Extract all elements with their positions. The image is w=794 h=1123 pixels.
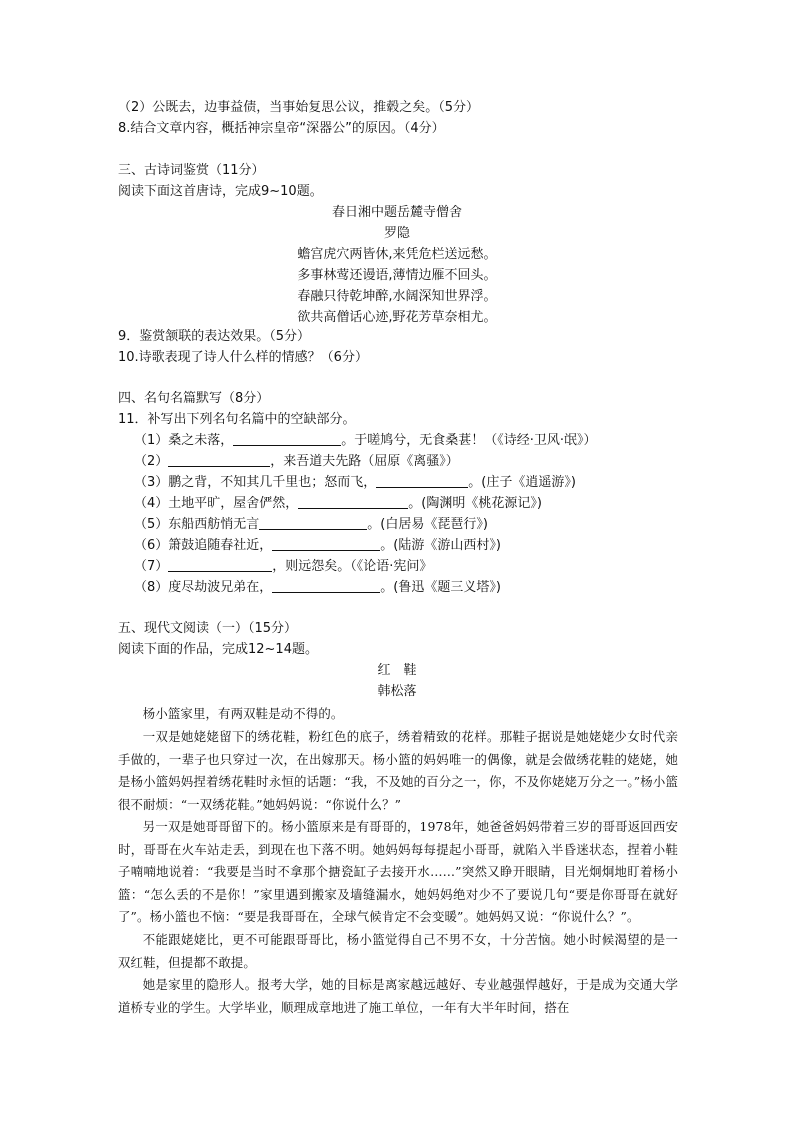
story-paragraph: 一双是她姥姥留下的绣花鞋，粉红色的底子，绣着精致的花样。那鞋子据说是她姥姥少女时代亲手做的，一辈子也只穿过一次，在出嫁那天。杨小篮的妈妈唯一的偶像，就是会做绣花鞋的姥姥，她是杨小篮妈妈捏着绣花鞋时永恒的话题：“我，不及她的百分之一，你，不及你姥姥万分之一。”杨小篮很不耐烦：“一双绣花鞋。”她妈妈说：“你说什么？”: [118, 729, 678, 812]
answer-blank[interactable]: [168, 557, 272, 572]
poem-title: 春日湘中题岳麓寺僧舍: [331, 205, 462, 220]
recitation-item: （7） ，则远怨矣。（《论语·宪问》: [134, 559, 433, 574]
recitation-item: （6）箫鼓追随春社近， 。(陆游《游山西村》): [134, 538, 501, 553]
section5-heading: 五、现代文阅读（一）（15分）: [118, 621, 298, 636]
recitation-item: （1）桑之未落， 。于嗟鸠兮，无食桑葚！（《诗经·卫风·氓》）: [134, 433, 597, 448]
answer-blank[interactable]: [272, 536, 380, 551]
story-title: 红 鞋: [377, 663, 417, 678]
q11-question: 11．补写出下列名句名篇中的空缺部分。: [118, 412, 356, 427]
poem-line: 春融只待乾坤醉,水阔深知世界浮。: [297, 289, 497, 304]
story-author: 韩松落: [377, 684, 417, 699]
section3-heading: 三、古诗词鉴赏（11分）: [118, 163, 265, 178]
story-paragraph: 另一双是她哥哥留下的。杨小篮原来是有哥哥的，1978年，她爸爸妈妈带着三岁的哥哥返回西安时，哥哥在火车站走丢，到现在也下落不明。她妈妈每每提起小哥哥，就陷入半昏迷状态，捏着小鞋子喃喃地说着：“我要是当时不拿那个搪瓷缸子去接开水……”突然又睁开眼睛，目光炯炯地盯着杨小篮：“怎么丢的不是你！”家里遇到搬家及墙缝漏水，她妈妈绝对少不了要说几句“要是你哥哥在就好了”。杨小篮也不恼：“要是我哥哥在，全球气候肯定不会变暖”。她妈妈又说：“你说什么？”。: [118, 819, 678, 925]
recitation-item: （4）土地平旷，屋舍俨然， 。(陶渊明《桃花源记》): [134, 496, 542, 511]
poem-line: 欲共高僧话心迹,野花芳草奈相尤。: [297, 310, 497, 325]
section3-intro: 阅读下面这首唐诗，完成9~10题。: [118, 184, 323, 199]
poem-author: 罗隐: [383, 226, 410, 241]
recitation-item: （3）鹏之背，不知其几千里也；怒而飞， 。(庄子《逍遥游》): [134, 475, 576, 490]
poem-line: 多事林莺还谩语,薄情边雁不回头。: [297, 268, 497, 283]
story-paragraph: 不能跟姥姥比，更不可能跟哥哥比，杨小篮觉得自己不男不女，十分苦恼。她小时候渴望的是一双红鞋，但提都不敢提。: [118, 932, 678, 970]
q7-part2: （2）公既去，边事益债，当事始复思公议，推毂之矣。（5分）: [118, 100, 480, 115]
answer-blank[interactable]: [168, 452, 270, 467]
recitation-item: （8）度尽劫波兄弟在， 。(鲁迅《题三义塔》): [134, 580, 501, 595]
answer-blank[interactable]: [272, 578, 380, 593]
answer-blank[interactable]: [376, 473, 468, 488]
q9-question: 9．鉴赏颔联的表达效果。（5分）: [118, 329, 311, 344]
poem-line: 蟾宫虎穴两皆休,来凭危栏送远愁。: [297, 247, 497, 262]
section4-heading: 四、名句名篇默写（8分）: [118, 391, 270, 406]
story-paragraph: 她是家里的隐形人。报考大学，她的目标是离家越远越好、专业越强悍越好，于是成为交通大学道桥专业的学生。大学毕业，顺理成章地进了施工单位，一年有大半年时间，搭在: [118, 977, 678, 1015]
recitation-item: （5）东船西舫悄无言 。(白居易《琵琶行》): [134, 517, 488, 532]
section5-intro: 阅读下面的作品，完成12~14题。: [118, 642, 318, 657]
q8-question: 8.结合文章内容，概括神宗皇帝“深器公”的原因。（4分）: [118, 121, 445, 136]
story-paragraph: 杨小篮家里，有两双鞋是动不得的。: [142, 706, 344, 721]
answer-blank[interactable]: [233, 431, 341, 446]
answer-blank[interactable]: [259, 515, 367, 530]
q10-question: 10.诗歌表现了诗人什么样的情感？（6分）: [118, 350, 368, 365]
answer-blank[interactable]: [298, 494, 408, 509]
recitation-item: （2） ，来吾道夫先路（屈原《离骚》）: [134, 454, 459, 469]
